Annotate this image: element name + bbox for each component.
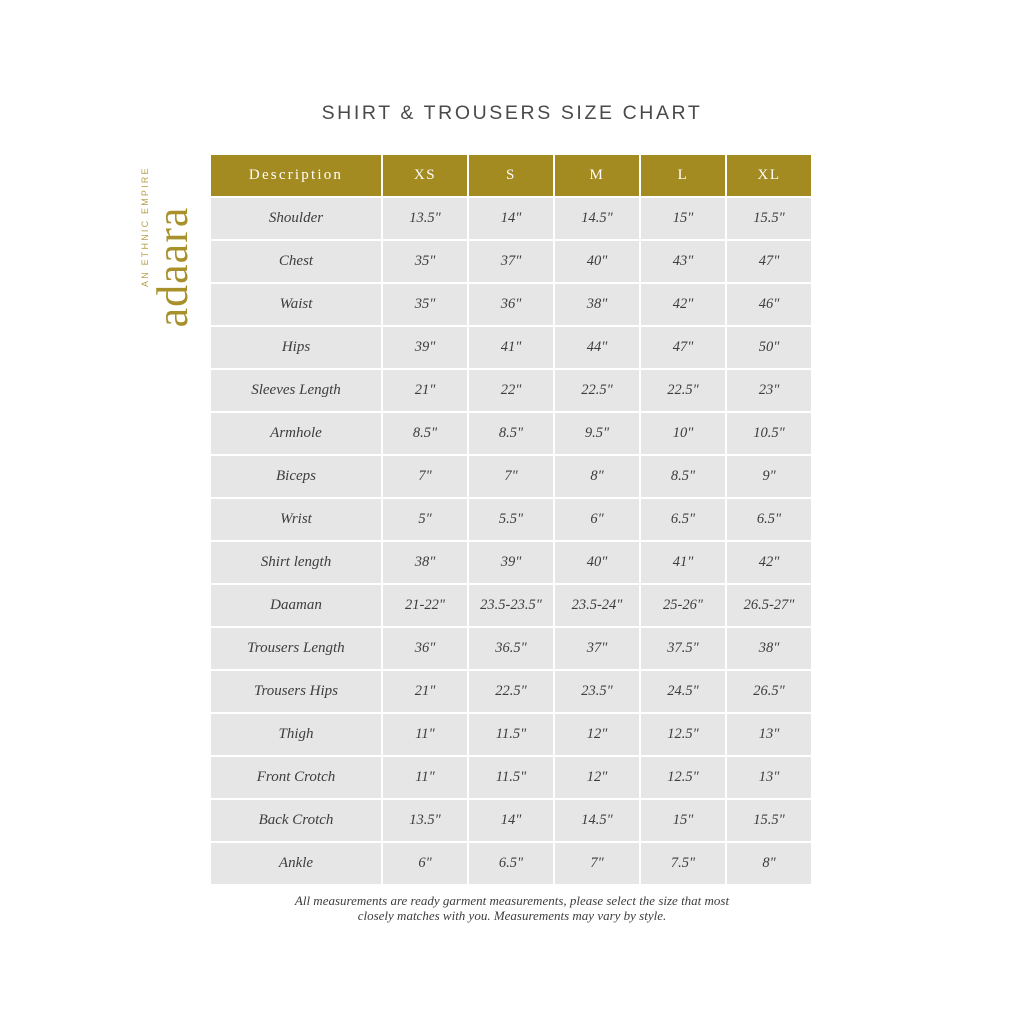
row-label: Wrist xyxy=(211,499,381,540)
cell-m: 38" xyxy=(555,284,639,325)
table-row xyxy=(211,456,811,497)
cell-s: 14" xyxy=(469,198,553,239)
cell-xs: 11" xyxy=(383,714,467,755)
cell-l: 15" xyxy=(641,198,725,239)
cell-s: 37" xyxy=(469,241,553,282)
table-row xyxy=(211,671,811,712)
column-header-description: Description xyxy=(211,155,381,196)
cell-xl: 8" xyxy=(727,843,811,884)
column-header-l: L xyxy=(641,155,725,196)
cell-xs: 13.5" xyxy=(383,198,467,239)
row-label: Chest xyxy=(211,241,381,282)
cell-m: 12" xyxy=(555,757,639,798)
cell-m: 8" xyxy=(555,456,639,497)
cell-l: 15" xyxy=(641,800,725,841)
cell-xl: 38" xyxy=(727,628,811,669)
cell-l: 47" xyxy=(641,327,725,368)
cell-m: 44" xyxy=(555,327,639,368)
row-label: Biceps xyxy=(211,456,381,497)
cell-xl: 26.5" xyxy=(727,671,811,712)
cell-l: 6.5" xyxy=(641,499,725,540)
cell-s: 6.5" xyxy=(469,843,553,884)
cell-s: 22.5" xyxy=(469,671,553,712)
cell-l: 41" xyxy=(641,542,725,583)
cell-xs: 21" xyxy=(383,370,467,411)
row-label: Trousers Hips xyxy=(211,671,381,712)
cell-xs: 13.5" xyxy=(383,800,467,841)
cell-xl: 42" xyxy=(727,542,811,583)
cell-xl: 50" xyxy=(727,327,811,368)
cell-m: 23.5-24" xyxy=(555,585,639,626)
cell-xl: 26.5-27" xyxy=(727,585,811,626)
cell-xl: 13" xyxy=(727,757,811,798)
page-title: SHIRT & TROUSERS SIZE CHART xyxy=(321,102,703,124)
cell-l: 7.5" xyxy=(641,843,725,884)
table-header-row xyxy=(211,155,811,196)
row-label: Back Crotch xyxy=(211,800,381,841)
cell-xs: 11" xyxy=(383,757,467,798)
table-row xyxy=(211,585,811,626)
cell-m: 12" xyxy=(555,714,639,755)
row-label: Sleeves Length xyxy=(211,370,381,411)
cell-l: 12.5" xyxy=(641,757,725,798)
cell-s: 14" xyxy=(469,800,553,841)
size-table-container xyxy=(209,153,805,886)
row-label: Waist xyxy=(211,284,381,325)
row-label: Armhole xyxy=(211,413,381,454)
table-row xyxy=(211,241,811,282)
cell-m: 9.5" xyxy=(555,413,639,454)
table-row xyxy=(211,370,811,411)
cell-s: 23.5-23.5" xyxy=(469,585,553,626)
cell-s: 41" xyxy=(469,327,553,368)
cell-m: 7" xyxy=(555,843,639,884)
row-label: Thigh xyxy=(211,714,381,755)
cell-xs: 35" xyxy=(383,241,467,282)
cell-l: 10" xyxy=(641,413,725,454)
row-label: Shirt length xyxy=(211,542,381,583)
cell-m: 23.5" xyxy=(555,671,639,712)
cell-xs: 36" xyxy=(383,628,467,669)
cell-xl: 6.5" xyxy=(727,499,811,540)
cell-l: 37.5" xyxy=(641,628,725,669)
cell-xs: 21" xyxy=(383,671,467,712)
cell-s: 11.5" xyxy=(469,757,553,798)
cell-s: 36.5" xyxy=(469,628,553,669)
footnote-line-1: All measurements are ready garment measurements, please select the size that most xyxy=(294,893,730,908)
cell-l: 8.5" xyxy=(641,456,725,497)
cell-xs: 8.5" xyxy=(383,413,467,454)
cell-s: 36" xyxy=(469,284,553,325)
cell-l: 25-26" xyxy=(641,585,725,626)
cell-xs: 5" xyxy=(383,499,467,540)
row-label: Front Crotch xyxy=(211,757,381,798)
brand-logo xyxy=(132,166,204,380)
cell-m: 22.5" xyxy=(555,370,639,411)
brand-tagline: AN ETHNIC EMPIRE xyxy=(140,166,150,287)
cell-l: 12.5" xyxy=(641,714,725,755)
cell-l: 24.5" xyxy=(641,671,725,712)
size-chart-table xyxy=(209,153,813,886)
column-header-m: M xyxy=(555,155,639,196)
table-row xyxy=(211,284,811,325)
row-label: Ankle xyxy=(211,843,381,884)
table-row xyxy=(211,499,811,540)
cell-xl: 15.5" xyxy=(727,800,811,841)
column-header-xs: XS xyxy=(383,155,467,196)
footnote-line-2: closely matches with you. Measurements may vary by style. xyxy=(357,908,667,923)
cell-xs: 6" xyxy=(383,843,467,884)
cell-s: 39" xyxy=(469,542,553,583)
cell-s: 11.5" xyxy=(469,714,553,755)
cell-s: 5.5" xyxy=(469,499,553,540)
cell-xl: 9" xyxy=(727,456,811,497)
measurements-footnote xyxy=(0,893,1024,923)
cell-m: 14.5" xyxy=(555,800,639,841)
cell-xs: 21-22" xyxy=(383,585,467,626)
cell-m: 40" xyxy=(555,241,639,282)
table-row xyxy=(211,542,811,583)
row-label: Hips xyxy=(211,327,381,368)
table-row xyxy=(211,800,811,841)
cell-xl: 23" xyxy=(727,370,811,411)
cell-m: 37" xyxy=(555,628,639,669)
cell-xl: 47" xyxy=(727,241,811,282)
column-header-xl: XL xyxy=(727,155,811,196)
brand-name: adaara xyxy=(148,206,197,328)
table-row xyxy=(211,413,811,454)
table-row xyxy=(211,327,811,368)
table-row xyxy=(211,628,811,669)
cell-xs: 39" xyxy=(383,327,467,368)
cell-xl: 15.5" xyxy=(727,198,811,239)
table-row xyxy=(211,198,811,239)
cell-xl: 13" xyxy=(727,714,811,755)
column-header-s: S xyxy=(469,155,553,196)
cell-xl: 10.5" xyxy=(727,413,811,454)
cell-m: 40" xyxy=(555,542,639,583)
cell-l: 22.5" xyxy=(641,370,725,411)
cell-m: 6" xyxy=(555,499,639,540)
cell-xs: 7" xyxy=(383,456,467,497)
row-label: Trousers Length xyxy=(211,628,381,669)
cell-s: 8.5" xyxy=(469,413,553,454)
cell-l: 43" xyxy=(641,241,725,282)
cell-xs: 35" xyxy=(383,284,467,325)
table-row xyxy=(211,757,811,798)
table-row xyxy=(211,714,811,755)
cell-l: 42" xyxy=(641,284,725,325)
table-row xyxy=(211,843,811,884)
row-label: Shoulder xyxy=(211,198,381,239)
cell-s: 22" xyxy=(469,370,553,411)
cell-s: 7" xyxy=(469,456,553,497)
cell-xs: 38" xyxy=(383,542,467,583)
cell-m: 14.5" xyxy=(555,198,639,239)
row-label: Daaman xyxy=(211,585,381,626)
cell-xl: 46" xyxy=(727,284,811,325)
